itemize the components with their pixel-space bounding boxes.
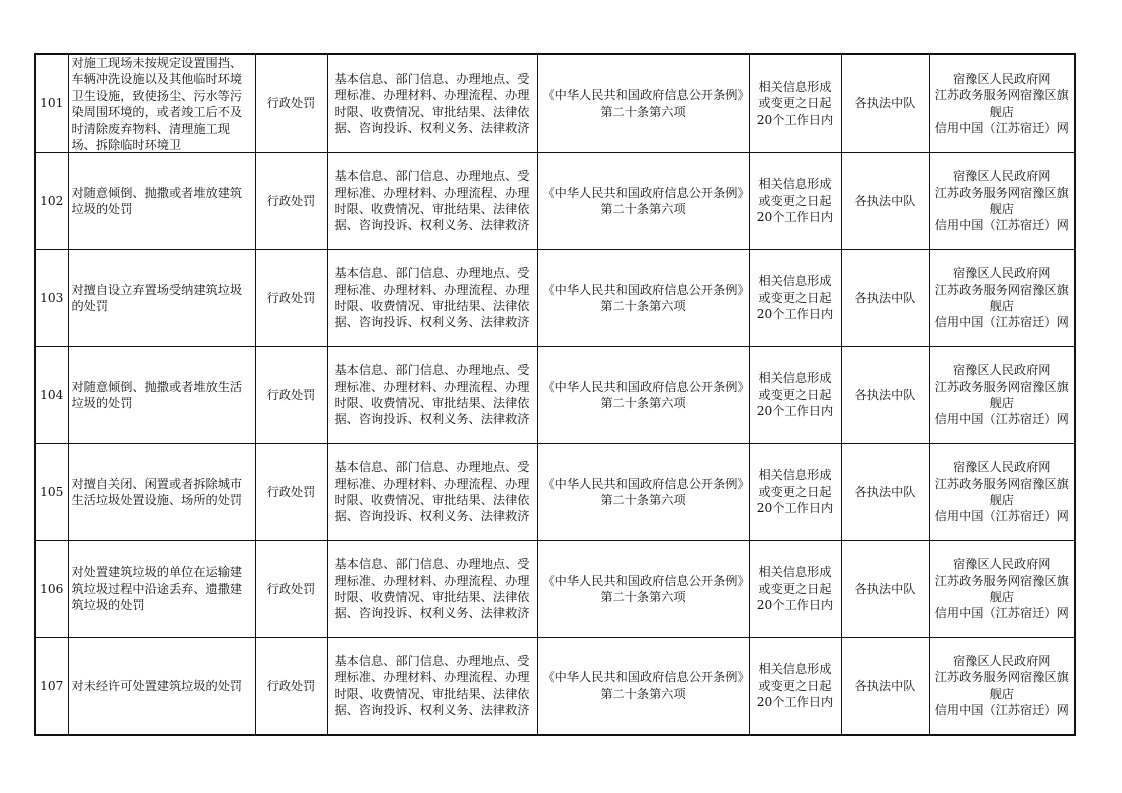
disclosure-channel: 信用中国（江苏宿迁）网 xyxy=(934,218,1069,233)
disclosure-content-cell xyxy=(327,444,537,541)
item-category-cell xyxy=(255,54,327,153)
table-row xyxy=(35,541,1075,638)
responsible-department-cell xyxy=(841,541,929,638)
row-number-cell xyxy=(35,541,68,638)
responsible-department-cell xyxy=(841,638,929,735)
responsible-department: 各执法中队 xyxy=(854,678,916,693)
disclosure-channel: 宿豫区人民政府网 xyxy=(953,169,1051,184)
row-number-cell xyxy=(35,54,68,153)
disclosure-time-limit: 相关信息形成或变更之日起20个工作日内 xyxy=(756,565,834,613)
disclosure-channel: 宿豫区人民政府网 xyxy=(953,363,1051,378)
disclosure-channel: 江苏政务服务网宿豫区旗舰店 xyxy=(934,282,1069,313)
disclosure-channel: 江苏政务服务网宿豫区旗舰店 xyxy=(934,476,1069,507)
table-row xyxy=(35,638,1075,735)
disclosure-basis-cell xyxy=(537,250,749,347)
disclosure-channel-cell xyxy=(929,153,1075,250)
responsible-department-cell xyxy=(841,153,929,250)
disclosure-basis: 《中华人民共和国政府信息公开条例》第二十条第六项 xyxy=(542,573,744,604)
disclosure-content: 基本信息、部门信息、办理地点、受理标准、办理材料、办理流程、办理时限、收费情况、审批结果、法律依据、咨询投诉、权利义务、法律救济 xyxy=(334,71,530,135)
item-name-cell xyxy=(68,347,255,444)
row-number-cell xyxy=(35,638,68,735)
responsible-department-cell xyxy=(841,347,929,444)
disclosure-time-limit: 相关信息形成或变更之日起20个工作日内 xyxy=(756,662,834,709)
disclosure-channel: 信用中国（江苏宿迁）网 xyxy=(934,703,1069,718)
disclosure-basis-cell xyxy=(537,54,749,153)
item-category-cell xyxy=(255,153,327,250)
disclosure-basis-cell xyxy=(537,638,749,735)
disclosure-channel: 江苏政务服务网宿豫区旗舰店 xyxy=(934,185,1069,216)
table-row xyxy=(35,347,1075,444)
disclosure-table xyxy=(34,53,1076,736)
disclosure-basis-cell xyxy=(537,444,749,541)
item-category-cell xyxy=(255,541,327,638)
disclosure-time-limit-cell xyxy=(749,444,841,541)
row-number-cell xyxy=(35,250,68,347)
disclosure-content: 基本信息、部门信息、办理地点、受理标准、办理材料、办理流程、办理时限、收费情况、审批结果、法律依据、咨询投诉、权利义务、法律救济 xyxy=(334,169,530,233)
disclosure-basis-cell xyxy=(537,347,749,444)
item-name: 对擅自关闭、闲置或者拆除城市生活垃圾处置设施、场所的处罚 xyxy=(71,476,243,507)
disclosure-channel: 宿豫区人民政府网 xyxy=(953,71,1051,86)
item-category-cell xyxy=(255,444,327,541)
row-number-cell xyxy=(35,347,68,444)
item-name: 对未经许可处置建筑垃圾的处罚 xyxy=(71,678,243,693)
disclosure-time-limit: 相关信息形成或变更之日起20个工作日内 xyxy=(756,274,834,322)
disclosure-basis-cell xyxy=(537,153,749,250)
table-body xyxy=(35,54,1075,735)
disclosure-time-limit: 相关信息形成或变更之日起20个工作日内 xyxy=(756,177,834,225)
disclosure-channel-cell xyxy=(929,54,1075,153)
item-category-cell xyxy=(255,347,327,444)
disclosure-content-cell xyxy=(327,638,537,735)
disclosure-channel: 宿豫区人民政府网 xyxy=(953,460,1051,475)
item-category: 行政处罚 xyxy=(266,193,316,208)
disclosure-channel-cell xyxy=(929,638,1075,735)
item-category: 行政处罚 xyxy=(266,678,316,693)
disclosure-basis: 《中华人民共和国政府信息公开条例》第二十条第六项 xyxy=(542,88,744,119)
disclosure-time-limit-cell xyxy=(749,638,841,735)
disclosure-time-limit-cell xyxy=(749,54,841,153)
disclosure-channel-cell xyxy=(929,444,1075,541)
row-number: 104 xyxy=(40,387,64,402)
row-number: 102 xyxy=(40,193,64,208)
item-name-cell xyxy=(68,153,255,250)
disclosure-basis: 《中华人民共和国政府信息公开条例》第二十条第六项 xyxy=(542,185,744,216)
disclosure-time-limit: 相关信息形成或变更之日起20个工作日内 xyxy=(756,371,834,419)
disclosure-basis: 《中华人民共和国政府信息公开条例》第二十条第六项 xyxy=(542,282,744,313)
disclosure-time-limit: 相关信息形成或变更之日起20个工作日内 xyxy=(756,79,834,127)
disclosure-content: 基本信息、部门信息、办理地点、受理标准、办理材料、办理流程、办理时限、收费情况、审批结果、法律依据、咨询投诉、权利义务、法律救济 xyxy=(334,266,530,330)
responsible-department-cell xyxy=(841,54,929,153)
disclosure-content-cell xyxy=(327,54,537,153)
row-number: 107 xyxy=(40,678,64,693)
disclosure-content: 基本信息、部门信息、办理地点、受理标准、办理材料、办理流程、办理时限、收费情况、审批结果、法律依据、咨询投诉、权利义务、法律救济 xyxy=(334,557,530,621)
item-category-cell xyxy=(255,638,327,735)
item-name-cell xyxy=(68,444,255,541)
item-name-cell xyxy=(68,54,255,153)
row-number: 105 xyxy=(40,484,64,499)
disclosure-content-cell xyxy=(327,541,537,638)
disclosure-basis: 《中华人民共和国政府信息公开条例》第二十条第六项 xyxy=(542,670,744,701)
table-row xyxy=(35,444,1075,541)
item-category-cell xyxy=(255,250,327,347)
disclosure-basis: 《中华人民共和国政府信息公开条例》第二十条第六项 xyxy=(542,379,744,410)
item-category: 行政处罚 xyxy=(266,96,316,111)
disclosure-channel-cell xyxy=(929,250,1075,347)
disclosure-content: 基本信息、部门信息、办理地点、受理标准、办理材料、办理流程、办理时限、收费情况、审批结果、法律依据、咨询投诉、权利义务、法律救济 xyxy=(334,363,530,427)
disclosure-channel: 信用中国（江苏宿迁）网 xyxy=(934,509,1069,524)
disclosure-channel: 信用中国（江苏宿迁）网 xyxy=(934,315,1069,330)
row-number: 103 xyxy=(40,290,64,305)
item-name: 对施工现场未按规定设置围挡、车辆冲洗设施以及其他临时环境卫生设施，致使扬尘、污水等污染周围环境的，或者竣工后不及时清除废弃物料、清理施工现场、拆除临时环境卫 xyxy=(71,56,243,152)
item-name: 对擅自设立弃置场受纳建筑垃圾的处罚 xyxy=(71,282,243,313)
row-number-cell xyxy=(35,444,68,541)
item-name: 对随意倾倒、抛撒或者堆放生活垃圾的处罚 xyxy=(71,379,243,410)
disclosure-time-limit-cell xyxy=(749,250,841,347)
responsible-department: 各执法中队 xyxy=(854,484,916,499)
disclosure-channel: 宿豫区人民政府网 xyxy=(953,653,1051,668)
item-category: 行政处罚 xyxy=(266,387,316,402)
disclosure-channel: 江苏政务服务网宿豫区旗舰店 xyxy=(934,88,1069,119)
disclosure-channel: 信用中国（江苏宿迁）网 xyxy=(934,606,1069,621)
disclosure-channel: 信用中国（江苏宿迁）网 xyxy=(934,412,1069,427)
item-name: 对处置建筑垃圾的单位在运输建筑垃圾过程中沿途丢弃、遗撒建筑垃圾的处罚 xyxy=(71,565,243,613)
responsible-department: 各执法中队 xyxy=(854,290,916,305)
disclosure-channel: 信用中国（江苏宿迁）网 xyxy=(934,120,1069,135)
disclosure-channel: 江苏政务服务网宿豫区旗舰店 xyxy=(934,573,1069,604)
item-name-cell xyxy=(68,250,255,347)
item-name-cell xyxy=(68,638,255,735)
item-category: 行政处罚 xyxy=(266,581,316,596)
disclosure-content-cell xyxy=(327,347,537,444)
disclosure-time-limit-cell xyxy=(749,541,841,638)
item-category: 行政处罚 xyxy=(266,484,316,499)
disclosure-basis: 《中华人民共和国政府信息公开条例》第二十条第六项 xyxy=(542,476,744,507)
disclosure-basis-cell xyxy=(537,541,749,638)
responsible-department: 各执法中队 xyxy=(854,193,916,208)
responsible-department: 各执法中队 xyxy=(854,581,916,596)
disclosure-channel-cell xyxy=(929,541,1075,638)
responsible-department: 各执法中队 xyxy=(854,96,916,111)
disclosure-content-cell xyxy=(327,250,537,347)
disclosure-channel-cell xyxy=(929,347,1075,444)
row-number: 106 xyxy=(40,581,64,596)
responsible-department-cell xyxy=(841,250,929,347)
disclosure-time-limit: 相关信息形成或变更之日起20个工作日内 xyxy=(756,468,834,516)
disclosure-content: 基本信息、部门信息、办理地点、受理标准、办理材料、办理流程、办理时限、收费情况、审批结果、法律依据、咨询投诉、权利义务、法律救济 xyxy=(334,653,530,718)
disclosure-content-cell xyxy=(327,153,537,250)
disclosure-time-limit-cell xyxy=(749,347,841,444)
disclosure-channel: 江苏政务服务网宿豫区旗舰店 xyxy=(934,670,1069,701)
table-row xyxy=(35,153,1075,250)
item-category: 行政处罚 xyxy=(266,290,316,305)
responsible-department-cell xyxy=(841,444,929,541)
disclosure-channel: 江苏政务服务网宿豫区旗舰店 xyxy=(934,379,1069,410)
row-number: 101 xyxy=(40,96,64,111)
disclosure-channel: 宿豫区人民政府网 xyxy=(953,557,1051,572)
disclosure-channel: 宿豫区人民政府网 xyxy=(953,266,1051,281)
row-number-cell xyxy=(35,153,68,250)
table-row xyxy=(35,250,1075,347)
disclosure-time-limit-cell xyxy=(749,153,841,250)
responsible-department: 各执法中队 xyxy=(854,387,916,402)
table-row xyxy=(35,54,1075,153)
item-name: 对随意倾倒、抛撒或者堆放建筑垃圾的处罚 xyxy=(71,185,243,216)
disclosure-content: 基本信息、部门信息、办理地点、受理标准、办理材料、办理流程、办理时限、收费情况、审批结果、法律依据、咨询投诉、权利义务、法律救济 xyxy=(334,460,530,524)
item-name-cell xyxy=(68,541,255,638)
